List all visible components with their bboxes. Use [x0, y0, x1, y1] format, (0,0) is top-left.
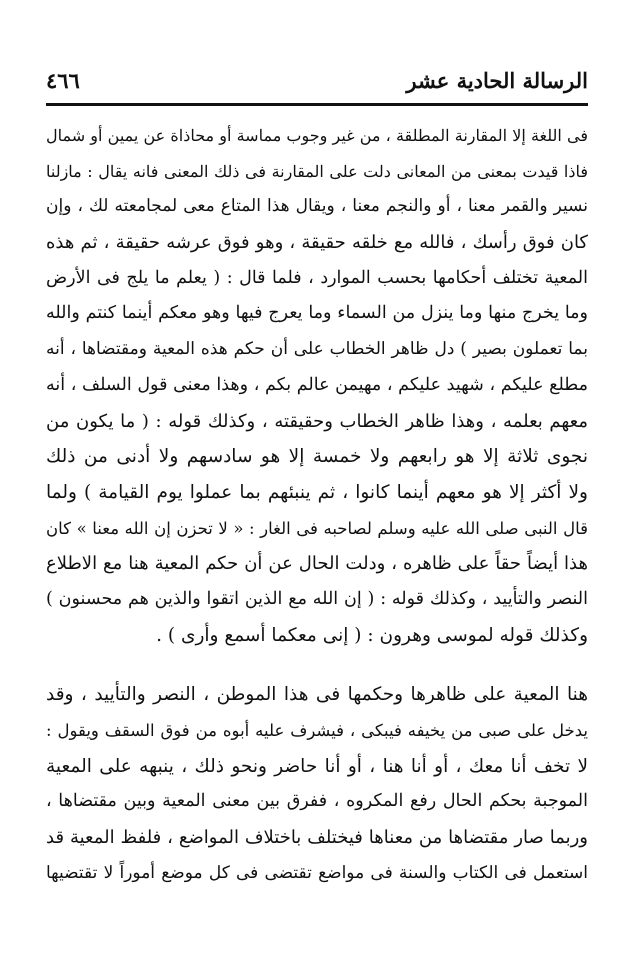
page-header [46, 60, 588, 100]
text-line: يدخل على صبى من يخيفه فيبكى ، فيشرف عليه أبوه من فوق السقف ويقول : [46, 721, 588, 740]
text-line: قال النبى صلى الله عليه وسلم لصاحبه فى الغار : « لا تحزن إن الله معنا » كان [46, 518, 588, 538]
text-line: لا تخف أنا معك ، أو أنا هنا ، أو أنا حاضر ونحو ذلك ، ينبهه على المعية [46, 755, 588, 777]
text-line: كان فوق رأسك ، فالله مع خلقه حقيقة ، وهو فوق عرشه حقيقة ، ثم هذه [46, 232, 588, 254]
paragraph-2 [46, 677, 588, 891]
body-text [46, 118, 588, 891]
text-line: فاذا قيدت بمعنى من المعانى دلت على المقارنة فى ذلك المعنى فانه يقال : مازلنا [46, 161, 588, 181]
paragraph-1 [46, 118, 588, 653]
text-line: وكذلك قوله لموسى وهرون : ( إنى معكما أسمع وأرى ) . [156, 624, 588, 646]
text-line: النصر والتأييد ، وكذلك قوله : ( إن الله مع الذين اتقوا والذين هم محسنون ) [46, 588, 588, 609]
paragraph-gap [46, 653, 588, 677]
text-line: نسير والقمر معنا ، أو والنجم معنا ، ويقال هذا المتاع معى لمجامعته لك ، وإن [46, 196, 588, 217]
page-number: ٤٦٦ [46, 67, 80, 93]
text-line: الموجبة بحكم الحال رفع المكروه ، ففرق بين معنى المعية وبين مقتضاها ، [46, 791, 588, 812]
text-line: هذا أيضاً حقاً على ظاهره ، ودلت الحال عن أن حكم المعية هنا مع الاطلاع [46, 553, 588, 575]
text-line: وربما صار مقتضاها من معناها فيختلف باختلاف المواضع ، فلفظ المعية قد [46, 827, 588, 849]
text-line: فى اللغة إلا المقارنة المطلقة ، من غير وجوب مماسة أو محاذاة عن يمين أو شمال [46, 126, 588, 145]
running-title: الرسالة الحادية عشر [406, 67, 588, 93]
text-line: استعمل فى الكتاب والسنة فى مواضع تقتضى فى كل موضع أموراً لا تقتضيها [46, 862, 588, 883]
text-line: نجوى ثلاثة إلا هو رابعهم ولا خمسة إلا هو سادسهم ولا أدنى من ذلك [46, 446, 588, 468]
header-rule [46, 103, 588, 106]
text-line: معهم بعلمه ، وهذا ظاهر الخطاب وحقيقته ، وكذلك قوله : ( ما يكون من [46, 410, 588, 432]
text-line: هنا المعية على ظاهرها وحكمها فى هذا الموطن ، النصر والتأييد ، وقد [46, 684, 588, 706]
text-line: مطلع عليكم ، شهيد عليكم ، مهيمن عالم بكم ، وهذا معنى قول السلف ، أنه [46, 374, 588, 395]
text-line: المعية تختلف أحكامها بحسب الموارد ، فلما قال : ( يعلم ما يلج فى الأرض [46, 267, 588, 288]
text-line: ولا أكثر إلا هو معهم أينما كانوا ، ثم ينبئهم بما عملوا يوم القيامة ) ولما [46, 481, 588, 503]
text-line: بما تعملون بصير ) دل ظاهر الخطاب على أن حكم هذه المعية ومقتضاها ، أنه [46, 339, 588, 360]
text-line: وما يخرج منها وما ينزل من السماء وما يعرج فيها وهو معكم أينما كنتم والله [46, 303, 588, 324]
